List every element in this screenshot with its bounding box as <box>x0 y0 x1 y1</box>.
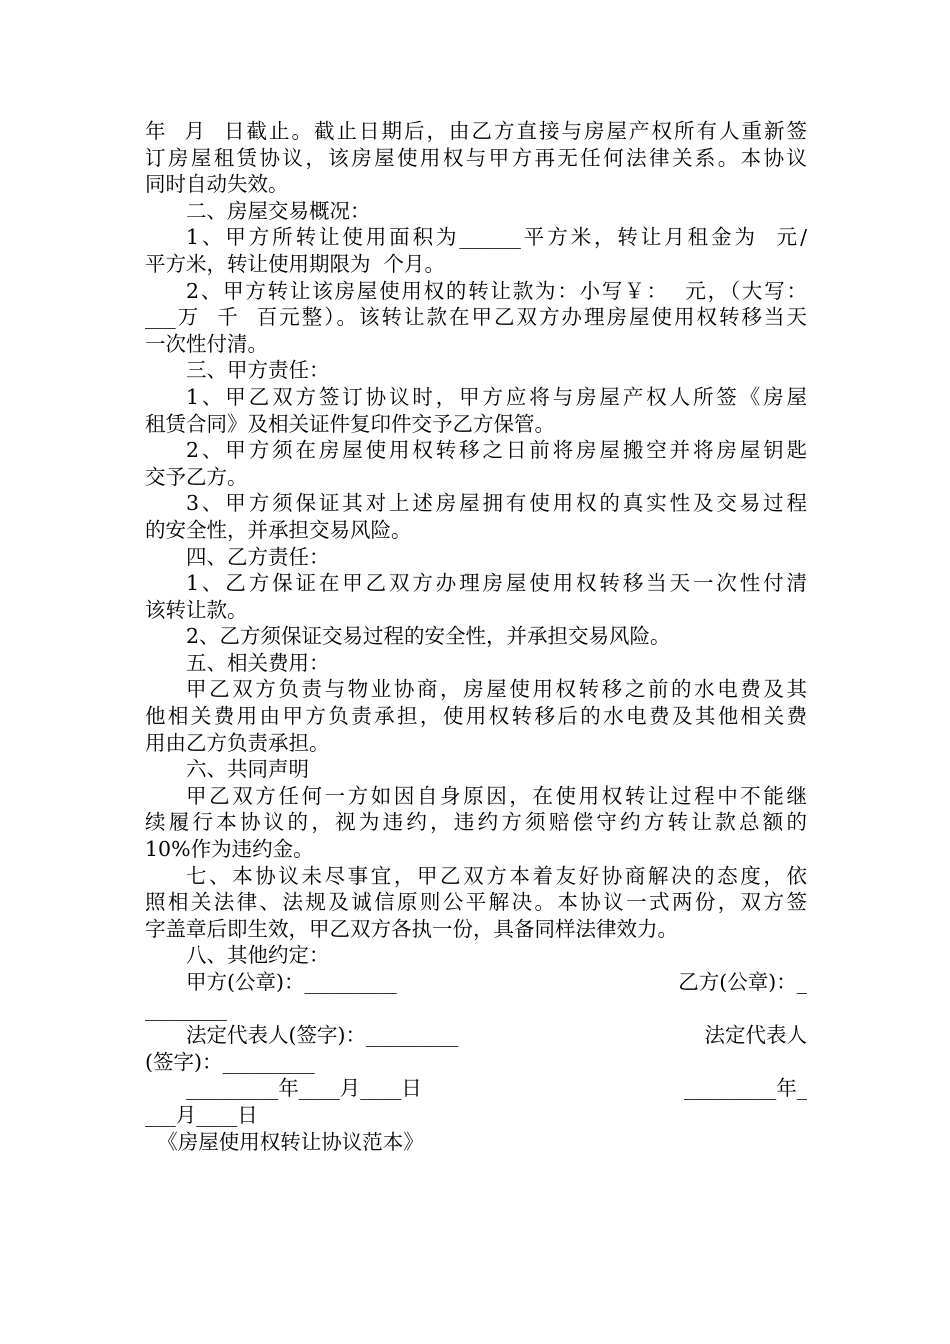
intro-line-1: 年 月 日截止。截止日期后，由乙方直接与房屋产权所有人重新签 <box>145 119 807 143</box>
section-3-item-2-line-2: 交予乙方。 <box>145 464 248 489</box>
section-4-item-1-line-2: 该转让款。 <box>145 597 248 622</box>
section-5-body-line-3: 用由乙方负责承担。 <box>145 730 330 755</box>
section-6-body-line-1: 甲乙双方任何一方如因自身原因，在使用权转让过程中不能继 <box>186 783 807 808</box>
section-6-body-line-3: 10%作为违约金。 <box>145 837 314 862</box>
rep-b-sign-field: 法定代表人 <box>704 1023 807 1048</box>
date-b-field: _________年_ <box>684 1076 807 1101</box>
section-3-item-1-line-2: 租赁合同》及相关证件复印件交予乙方保管。 <box>145 411 555 436</box>
party-a-seal-field: 甲方(公章)：_________ <box>186 970 397 994</box>
section-7-body-line-1: 七、本协议未尽事宜，甲乙双方本着友好协商解决的态度，依 <box>186 863 807 888</box>
section-2-item-2-line-3: 一次性付清。 <box>145 331 268 356</box>
section-5-body-line-1: 甲乙双方负责与物业协商，房屋使用权转移之前的水电费及其 <box>186 677 807 702</box>
section-5-heading: 五、相关费用： <box>186 650 330 675</box>
section-3-item-3-line-2: 的安全性，并承担交易风险。 <box>145 517 412 542</box>
signature-party-row <box>145 969 807 996</box>
rep-b-sign-field-continued: (签字)：_________ <box>145 1049 315 1074</box>
signature-rep-row <box>145 1022 807 1049</box>
section-2-item-2-line-1: 2、甲方转让该房屋使用权的转让款为：小写￥： 元，（大写： <box>186 278 807 303</box>
section-5-body-line-2: 他相关费用由甲方负责承担，使用权转移后的水电费及其他相关费 <box>145 704 807 729</box>
signature-date-row <box>145 1075 807 1102</box>
document-footer-title: 《房屋使用权转让协议范本》 <box>157 1129 424 1154</box>
document-page <box>145 118 807 1155</box>
date-b-field-continued: ___月____日 <box>145 1102 258 1127</box>
section-3-item-1-line-1: 1、甲乙双方签订协议时，甲方应将与房屋产权人所签《房屋 <box>186 384 807 409</box>
section-7-body-line-3: 字盖章后即生效，甲乙双方各执一份，具备同样法律效力。 <box>145 916 678 941</box>
section-8-heading: 八、其他约定： <box>186 943 330 968</box>
party-b-seal-field-continued: ________ <box>145 996 227 1021</box>
section-3-item-3-line-1: 3、甲方须保证其对上述房屋拥有使用权的真实性及交易过程 <box>186 491 807 516</box>
date-a-field: _________年____月____日 <box>186 1076 422 1101</box>
intro-line-2: 订房屋租赁协议，该房屋使用权与甲方再无任何法律关系。本协议 <box>145 145 807 170</box>
section-7-body-line-2: 照相关法律、法规及诚信原则公平解决。本协议一式两份，双方签 <box>145 890 807 915</box>
section-2-heading: 二、房屋交易概况： <box>186 198 371 223</box>
section-4-heading: 四、乙方责任： <box>186 544 330 569</box>
section-4-item-2: 2、乙方须保证交易过程的安全性，并承担交易风险。 <box>186 624 671 649</box>
section-2-item-2-line-2: ___万 千 百元整）。该转让款在甲乙双方办理房屋使用权转移当天 <box>145 305 807 330</box>
rep-a-sign-field: 法定代表人(签字)：_________ <box>186 1023 459 1048</box>
section-2-item-1-line-1: 1、甲方所转让使用面积为______平方米，转让月租金为 元/ <box>186 225 807 250</box>
section-3-item-2-line-1: 2、甲方须在房屋使用权转移之日前将房屋搬空并将房屋钥匙 <box>186 438 807 463</box>
section-4-item-1-line-1: 1、乙方保证在甲乙双方办理房屋使用权转移当天一次性付清 <box>186 571 807 596</box>
section-6-body-line-2: 续履行本协议的，视为违约，违约方须赔偿守约方转让款总额的 <box>145 810 807 835</box>
intro-line-3: 同时自动失效。 <box>145 172 289 197</box>
section-2-item-1-line-2: 平方米，转让使用期限为 个月。 <box>145 251 446 276</box>
party-b-seal-field: 乙方(公章)：_ <box>678 970 807 994</box>
section-3-heading: 三、甲方责任： <box>186 358 330 383</box>
section-6-heading: 六、共同声明 <box>186 757 309 782</box>
